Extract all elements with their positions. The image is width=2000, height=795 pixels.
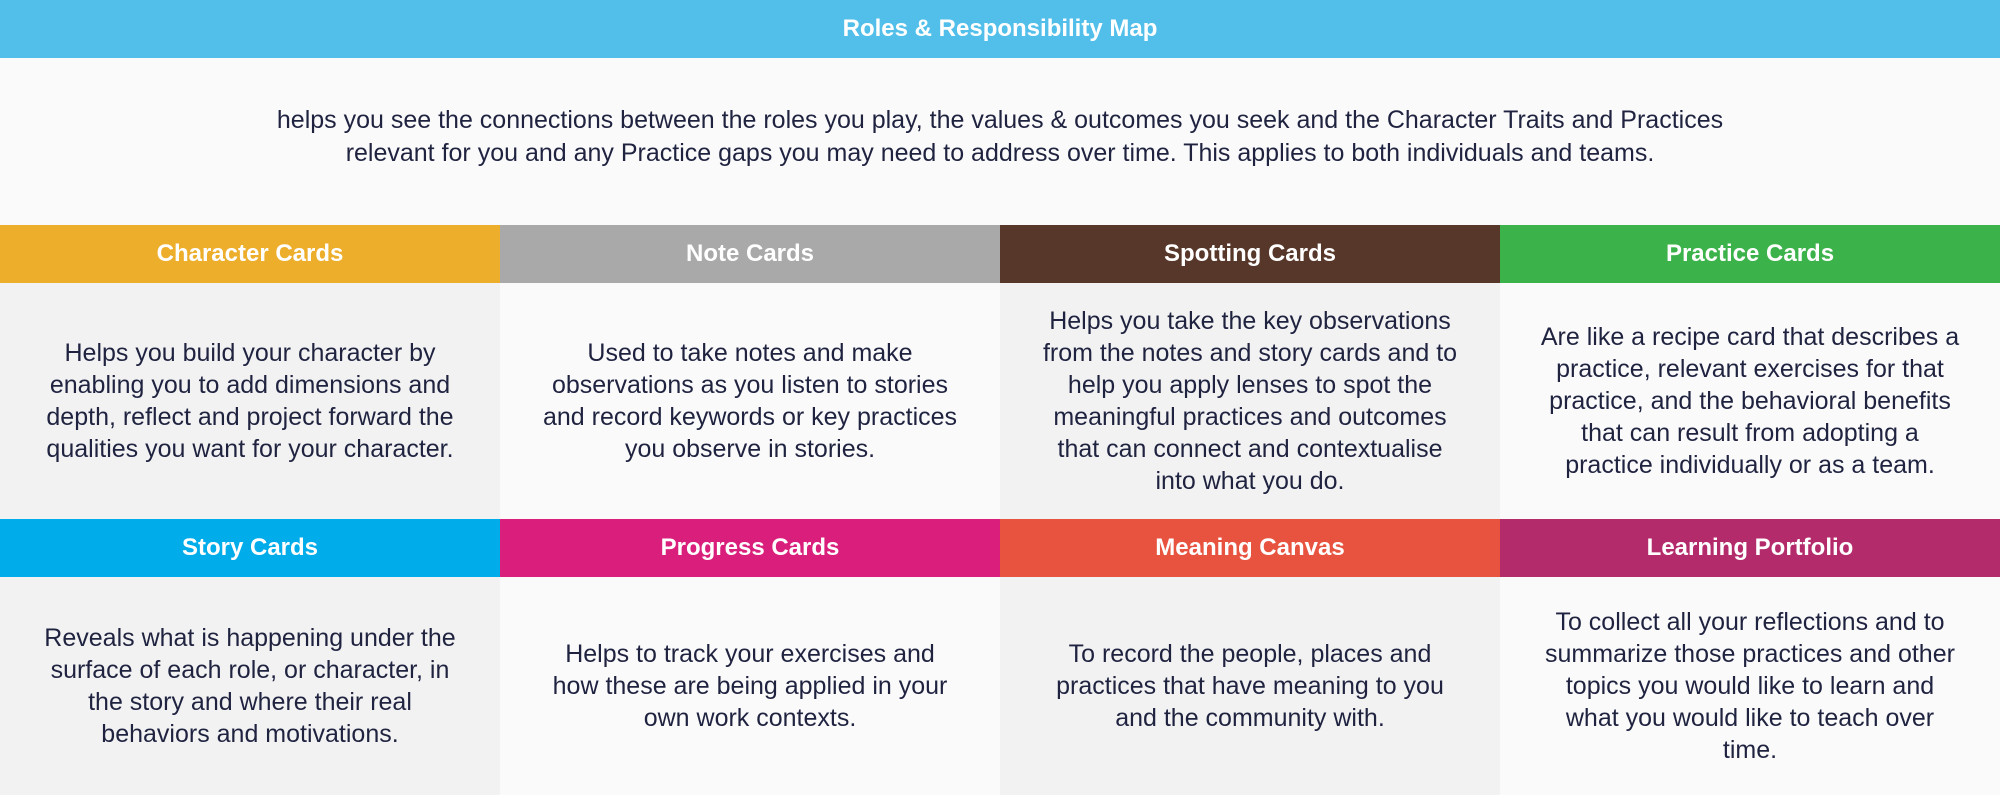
card-description: To record the people, places and practices that have meaning to you and the community with.: [1056, 640, 1444, 732]
card-title: Character Cards: [156, 240, 344, 267]
card-title: Progress Cards: [660, 534, 840, 561]
card-title: Meaning Canvas: [1155, 534, 1345, 561]
card-description: Used to take notes and make observations as you listen to stories and record keywords or key practices you observe in stories.: [542, 339, 958, 463]
card-description: Reveals what is happening under the surface of each role, or character, in the story and where their real behaviors and motivations.: [44, 624, 456, 748]
card-title: Learning Portfolio: [1646, 534, 1854, 561]
intro-section: [0, 58, 2000, 225]
card-header: [1000, 225, 1500, 283]
card-character-cards: [0, 225, 500, 519]
card-story-cards: [0, 519, 500, 795]
page-title: Roles & Responsibility Map: [842, 15, 1158, 42]
card-description: Helps you take the key observations from the notes and story cards and to help you apply lenses to spot the meaningful practices and outcomes that can connect and contextualise into what you do.: [1042, 307, 1458, 495]
card-practice-cards: [1500, 225, 2000, 519]
card-title: Note Cards: [685, 240, 815, 267]
card-header: [0, 225, 500, 283]
card-header: [500, 225, 1000, 283]
card-description: Are like a recipe card that describes a practice, relevant exercises for that practice, and the behavioral benefits that can result from adopting a practice individually or as a team.: [1540, 323, 1960, 479]
card-note-cards: [500, 225, 1000, 519]
card-header: [1500, 519, 2000, 577]
card-header: [500, 519, 1000, 577]
card-description: Helps to track your exercises and how these are being applied in your own work contexts.: [552, 640, 948, 732]
card-progress-cards: [500, 519, 1000, 795]
card-learning-portfolio: [1500, 519, 2000, 795]
card-header: [1000, 519, 1500, 577]
card-header: [0, 519, 500, 577]
card-title: Practice Cards: [1665, 240, 1835, 267]
card-grid: [0, 225, 2000, 795]
card-description: To collect all your reflections and to summarize those practices and other topics you would like to learn and what you would like to teach over time.: [1545, 608, 1955, 764]
card-spotting-cards: [1000, 225, 1500, 519]
card-description: Helps you build your character by enabling you to add dimensions and depth, reflect and project forward the qualities you want for your character.: [46, 339, 454, 463]
page-title-banner: [0, 0, 2000, 58]
card-meaning-canvas: [1000, 519, 1500, 795]
card-title: Spotting Cards: [1164, 240, 1336, 267]
card-title: Story Cards: [181, 534, 319, 561]
intro-text: helps you see the connections between the roles you play, the values & outcomes you seek and the Character Traits and Practices relevant for you and any Practice gaps you may need to address over time. This applies to both individuals and teams.: [276, 105, 1724, 167]
card-header: [1500, 225, 2000, 283]
